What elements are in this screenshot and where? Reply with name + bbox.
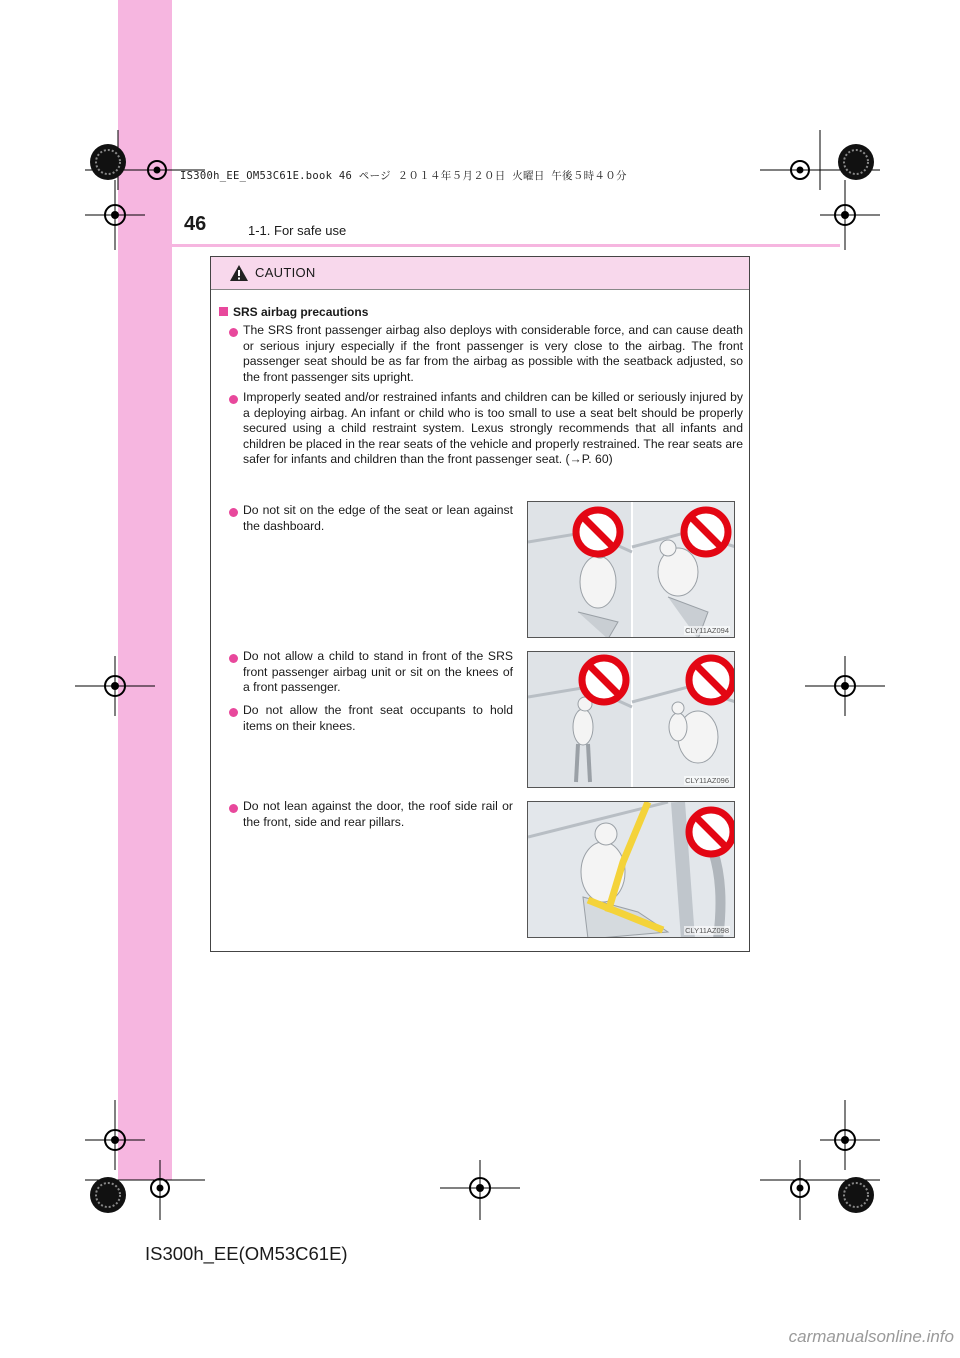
caution-topic-label: SRS airbag precautions bbox=[233, 305, 369, 319]
round-bullet-icon bbox=[229, 708, 238, 717]
illustrated-bullet: Do not lean against the door, the roof side rail or the front, side and rear pillars. bbox=[243, 799, 513, 829]
page-number: 46 bbox=[184, 213, 207, 235]
registration-mark-icon bbox=[440, 1160, 520, 1220]
warning-triangle-icon bbox=[229, 264, 249, 282]
registration-mark-icon bbox=[805, 656, 885, 716]
color-target-icon bbox=[836, 1175, 876, 1215]
round-bullet-icon bbox=[229, 395, 238, 404]
prohibition-icon bbox=[689, 810, 733, 854]
header-rule bbox=[118, 244, 840, 247]
illustrated-bullet: Do not sit on the edge of the seat or lean against the dashboard. bbox=[243, 503, 513, 533]
image-code: CLY11AZ094 bbox=[685, 626, 729, 635]
caution-paragraph: The SRS front passenger airbag also deploys with considerable force, and can cause death or serious injury especially if the front passenger is very close to the airbag. The front passenger seat should be as far from the airbag as possible with the seatback adjusted, so the front passenger sits upright. bbox=[243, 323, 743, 384]
illustration-child-in-front bbox=[527, 651, 735, 788]
image-code: CLY11AZ096 bbox=[685, 776, 729, 785]
print-filemark: IS300h_EE_OM53C61E.book 46 ページ ２０１４年５月２０日 火曜日 午後５時４０分 bbox=[180, 170, 627, 182]
image-code: CLY11AZ098 bbox=[685, 926, 729, 935]
caution-box bbox=[210, 256, 750, 952]
prohibition-icon bbox=[689, 658, 733, 702]
round-bullet-icon bbox=[229, 654, 238, 663]
caution-header bbox=[211, 257, 749, 290]
round-bullet-icon bbox=[229, 508, 238, 517]
caution-topic bbox=[219, 305, 368, 319]
color-target-icon bbox=[836, 142, 876, 182]
registration-mark-icon bbox=[75, 656, 155, 716]
round-bullet-icon bbox=[229, 804, 238, 813]
illustrated-bullet: Do not allow a child to stand in front of the SRS front passenger airbag unit or sit on the knees of a front passenger. bbox=[243, 649, 513, 694]
prohibition-icon bbox=[576, 510, 620, 554]
illustration-sitting-on-edge bbox=[527, 501, 735, 638]
caution-title: CAUTION bbox=[255, 265, 316, 280]
prohibition-icon bbox=[684, 510, 728, 554]
color-target-icon bbox=[88, 1175, 128, 1215]
prohibition-icon bbox=[582, 658, 626, 702]
square-bullet-icon bbox=[219, 307, 228, 316]
illustration-leaning-on-door bbox=[527, 801, 735, 938]
color-target-icon bbox=[88, 142, 128, 182]
watermark: carmanualsonline.info bbox=[788, 1327, 954, 1346]
round-bullet-icon bbox=[229, 328, 238, 337]
manual-code: IS300h_EE(OM53C61E) bbox=[145, 1243, 348, 1264]
caution-paragraph: Improperly seated and/or restrained infants and children can be killed or seriously injured by a deploying airbag. An infant or child who is too small to use a seat belt should be properly secured using a child restraint system. Lexus strongly recommends that all infants and children be placed in the rear seats of the vehicle and properly restrained. The rear seats are safer for infants and children than the front passenger seat. (→P. 60) bbox=[243, 390, 743, 466]
illustrated-bullet: Do not allow the front seat occupants to hold items on their knees. bbox=[243, 703, 513, 733]
section-title: 1-1. For safe use bbox=[248, 223, 347, 238]
